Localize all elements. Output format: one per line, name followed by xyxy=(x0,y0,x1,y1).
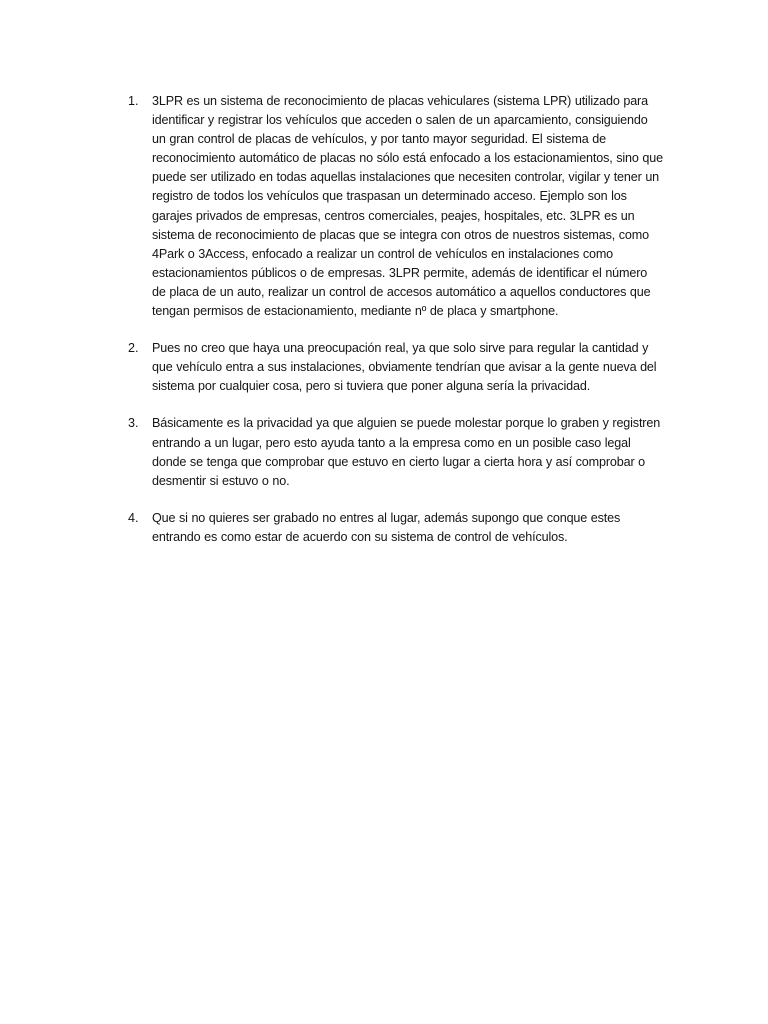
list-item xyxy=(128,339,664,396)
list-item xyxy=(128,414,664,490)
list-item-number: 4. xyxy=(128,510,139,525)
list-item-text: Que si no quieres ser grabado no entres al lugar, además supongo que conque estes entrando es como estar de acuerdo con su sistema de control de vehículos. xyxy=(152,510,621,544)
list-item-text: 3LPR es un sistema de reconocimiento de placas vehiculares (sistema LPR) utilizado para identificar y registrar los vehículos que acceden o salen de un aparcamiento, consiguiendo un gran control de placas de vehículos, y por tanto mayor seguridad. El sistema de reconocimiento automático de placas no sólo está enfocado a los estacionamientos, sino que puede ser utilizado en todas aquellas instalaciones que necesiten controlar, vigilar y tener un registro de todos los vehículos que traspasan un determinado acceso. Ejemplo son los garajes privados de empresas, centros comerciales, peajes, hospitales, etc. 3LPR es un sistema de reconocimiento de placas que se integra con otros de nuestros sistemas, como 4Park o 3Access, enfocado a realizar un control de vehículos en instalaciones como estacionamientos públicos o de empresas. 3LPR permite, además de identificar el número de placa de un auto, realizar un control de accesos automático a aquellos conductores que tengan permisos de estacionamiento, mediante nº de placa y smartphone. xyxy=(152,94,663,319)
list-item xyxy=(128,509,664,547)
list-item-number: 2. xyxy=(128,341,139,356)
numbered-list xyxy=(128,92,664,565)
list-item-number: 3. xyxy=(128,416,139,431)
list-item-text: Pues no creo que haya una preocupación real, ya que solo sirve para regular la cantidad y que vehículo entra a sus instalaciones, obviamente tendrían que avisar a la gente nueva del sistema por cualquier cosa, pero si tuviera que poner alguna sería la privacidad. xyxy=(152,341,657,394)
list-item-text: Básicamente es la privacidad ya que alguien se puede molestar porque lo graben y registren entrando a un lugar, pero esto ayuda tanto a la empresa como en un posible caso legal donde se tenga que comprobar que estuvo en cierto lugar a cierta hora y así comprobar o desmentir si estuvo o no. xyxy=(152,416,661,488)
list-item xyxy=(128,92,664,321)
list-item-number: 1. xyxy=(128,94,139,108)
